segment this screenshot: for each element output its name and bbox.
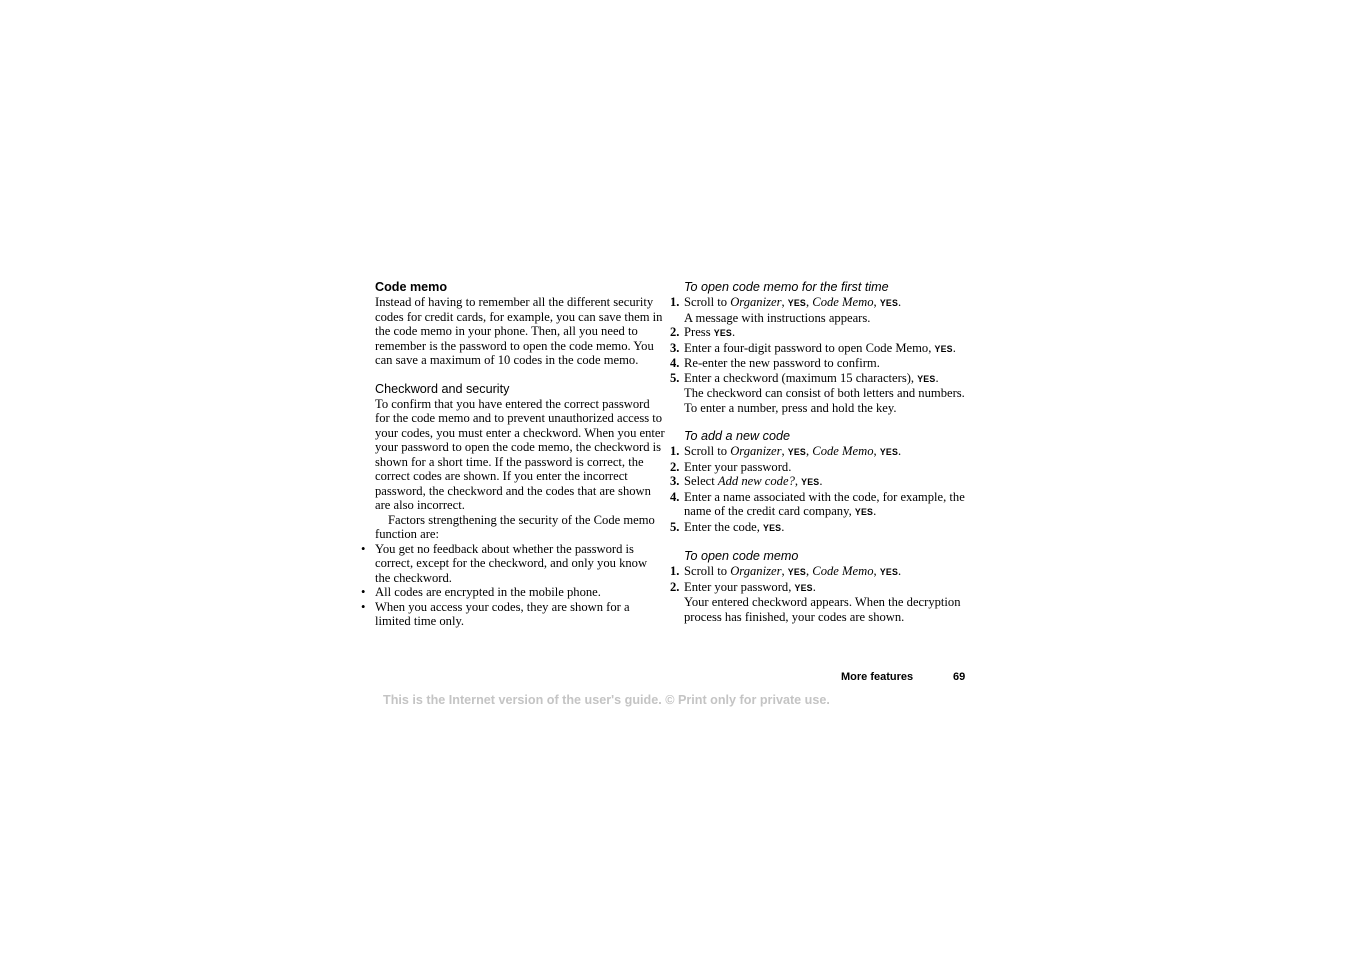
step-item: 1. Scroll to Organizer, YES, Code Memo, YES. — [670, 444, 902, 458]
bullet-icon: • — [361, 585, 366, 599]
step-item: 2. Enter your password. — [670, 459, 792, 474]
step-item: 2. Enter your password, YES. Your entered checkword appears. When the decryption process has finished, your codes are shown. — [670, 579, 961, 624]
step-item: 3. Enter a four-digit password to open Code Memo, YES. — [670, 340, 956, 355]
step-item: 4. Re-enter the new password to confirm. — [670, 356, 880, 370]
watermark-notice: This is the Internet version of the user's guide. © Print only for private use. — [383, 693, 830, 707]
code-memo-intro: Instead of having to remember all the different security codes for credit cards, for example, you can save them in the code memo in your phone. Then, all you need to remember is the password to open the code memo. You can save a maximum of 10 codes in the code memo. — [375, 295, 663, 367]
add-new-code-steps — [670, 444, 975, 535]
step-item: 1. Scroll to Organizer, YES, Code Memo, YES. A message with instructions appears. — [670, 295, 902, 325]
bullet-icon: • — [361, 599, 366, 614]
list-item: • You get no feedback about whether the password is correct, except for the checkword, and only you know the checkword. — [361, 541, 648, 585]
bullet-icon: • — [361, 541, 366, 556]
footer-section-title: More features — [841, 671, 914, 683]
first-time-heading: To open code memo for the first time — [684, 280, 889, 294]
list-item: • When you access your codes, they are shown for a limited time only. — [361, 599, 630, 628]
open-code-memo-steps — [670, 564, 975, 624]
step-item: 4. Enter a name associated with the code, for example, the name of the credit card company, YES. — [670, 489, 965, 518]
step-item: 3. Select Add new code?, YES. — [670, 474, 823, 488]
checkword-paragraph: To confirm that you have entered the correct password for the code memo and to prevent unauthorized access to your codes, you must enter a checkword. When you enter your password to open the code memo, the checkword is shown for a short time. If the password is correct, the correct codes are shown. If you enter the incorrect password, the checkword and the codes that are shown are also incorrect. — [375, 396, 665, 512]
first-time-steps — [670, 295, 975, 415]
code-memo-heading: Code memo — [375, 280, 448, 294]
step-item: 2. Press YES. — [670, 325, 736, 339]
right-column — [670, 280, 975, 624]
step-item: 5. Enter the code, YES. — [670, 519, 785, 534]
open-code-memo-heading: To open code memo — [684, 549, 799, 563]
step-item: 5. Enter a checkword (maximum 15 characters), YES. The checkword can consist of both letters and numbers. To enter a number, press and hold the key. — [670, 370, 965, 415]
step-item: 1. Scroll to Organizer, YES, Code Memo, YES. — [670, 564, 902, 578]
security-factors-list — [361, 541, 665, 629]
checkword-security-heading: Checkword and security — [375, 381, 510, 396]
add-new-code-heading: To add a new code — [684, 429, 790, 443]
page-number: 69 — [953, 671, 966, 683]
list-item: • All codes are encrypted in the mobile phone. — [361, 585, 601, 599]
factors-paragraph: Factors strengthening the security of the Code memo function are: — [375, 512, 655, 541]
left-column — [361, 280, 665, 629]
